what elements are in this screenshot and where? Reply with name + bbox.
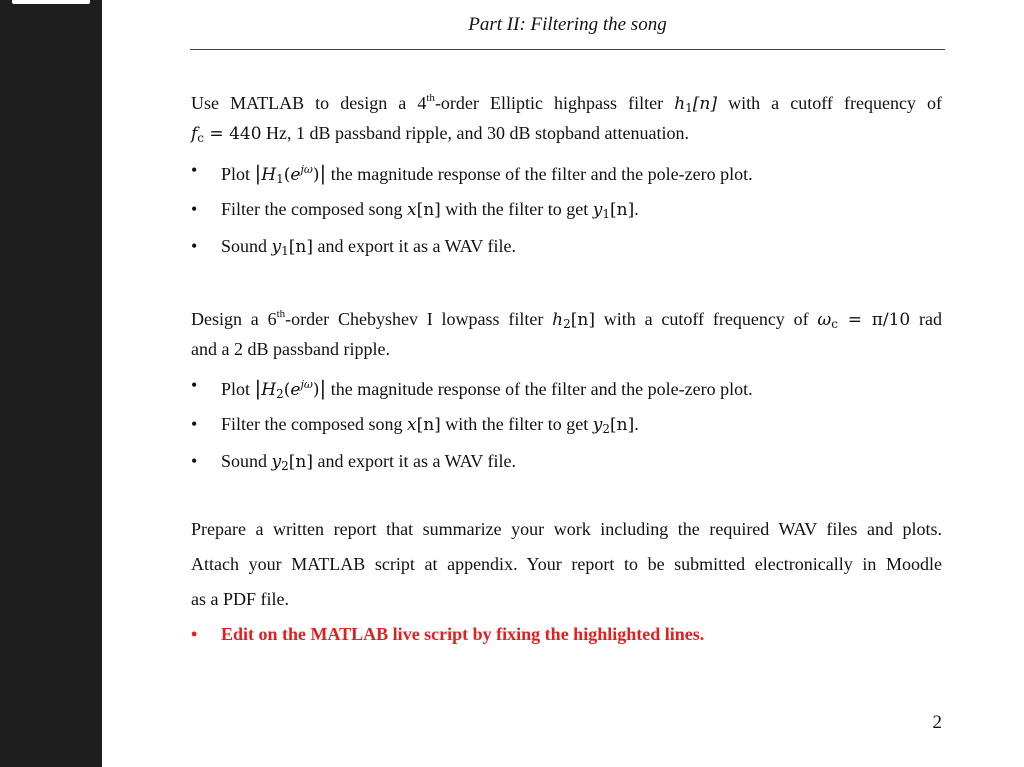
section1-intro-line1: Use MATLAB to design a 4th-order Elliptic highpass filter $h_1[n]$ with a cutoff frequency of xyxy=(191,92,942,115)
page-number: 2 xyxy=(932,712,942,733)
page-header: Part II: Filtering the song xyxy=(468,14,667,35)
thumbnail-sidebar xyxy=(0,0,102,767)
section2-intro-line1: Design a 6th-order Chebyshev I lowpass filter $h_2[n]$ with a cutoff frequency of $\omega_c = \pi/10$ rad xyxy=(191,308,943,331)
section3-line1: Prepare a written report that summarize your work including the required WAV files and plots. xyxy=(191,519,942,539)
section3-line2: Attach your MATLAB script at appendix. Your report to be submitted electronically in Moodle xyxy=(191,554,942,574)
section2-intro-line2: and a 2 dB passband ripple. xyxy=(191,339,390,359)
document-page: Part II: Filtering the song Use MATLAB to design a 4th-order Elliptic highpass filter $h_1[n]$ with a cutoff frequency of $f_c = 440$ Hz, 1 dB passband ripple, and 30 dB stopband attenuation. • Plot $|H_1(e^{j\omega})|$ the magnitude response of the filter and the pole-zero plot. • Filter the composed song x[n] with the filter to get $y_1[n]$. • Sound $y_1[n]$ and export it as a WAV file. Design a 6th-order Chebyshev I lowpass filter $h_2[n]$ with a cutoff frequency of $\omega_c = \pi/10$ rad and a 2 dB passband ripple. • Plot $|H_2(e^{j\omega})|$ the magnitude response of the filter and the pole-zero plot. • Filter the composed song x[n] with the filter to get $y_2[n]$. • Sound $y_2[n]$ and export it as a WAV file. Prepare a written report that summarize your work including the required WAV files and plots. Attach your MATLAB script at appendix. Your report to be submitted electronically in Moodle as a PDF file. • Edit on the MATLAB live script by fixing the highlighted lines. 2 xyxy=(102,0,1024,767)
header-rule xyxy=(190,49,945,50)
section3-line3: as a PDF file. xyxy=(191,589,289,609)
section1-intro-line2: $f_c = 440$ Hz, 1 dB passband ripple, and 30 dB stopband attenuation. xyxy=(191,123,689,145)
page-thumbnail[interactable] xyxy=(12,0,90,4)
